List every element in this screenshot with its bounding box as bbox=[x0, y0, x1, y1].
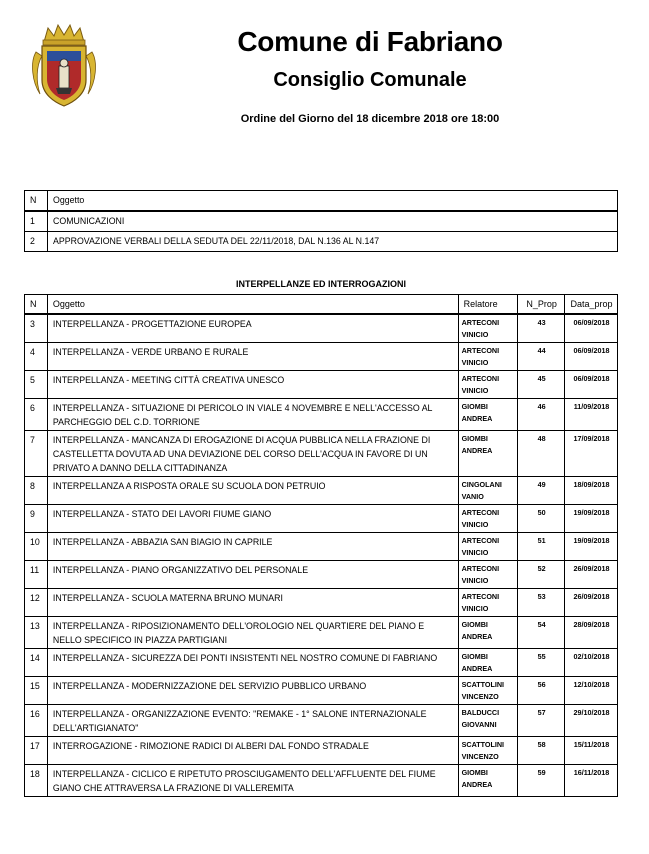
cell-n: 5 bbox=[25, 371, 48, 399]
cell-relatore: GIOMBI ANDREA bbox=[458, 617, 518, 649]
table-row bbox=[25, 589, 618, 617]
cell-relatore: ARTECONI VINICIO bbox=[458, 505, 518, 533]
cell-n: 11 bbox=[25, 561, 48, 589]
cell-relatore: GIOMBI ANDREA bbox=[458, 765, 518, 797]
table-row bbox=[25, 505, 618, 533]
cell-n: 15 bbox=[25, 677, 48, 705]
cell-data-prop: 15/11/2018 bbox=[565, 737, 618, 765]
table-row bbox=[25, 314, 618, 343]
table-row bbox=[25, 617, 618, 649]
table-header-row bbox=[25, 191, 618, 212]
cell-nprop: 58 bbox=[518, 737, 565, 765]
cell-nprop: 51 bbox=[518, 533, 565, 561]
table-row bbox=[25, 705, 618, 737]
cell-oggetto: INTERPELLANZA - MEETING CITTÀ CREATIVA UNESCO bbox=[47, 371, 458, 399]
cell-data-prop: 06/09/2018 bbox=[565, 314, 618, 343]
cell-relatore: GIOMBI ANDREA bbox=[458, 399, 518, 431]
cell-n: 12 bbox=[25, 589, 48, 617]
cell-relatore: GIOMBI ANDREA bbox=[458, 649, 518, 677]
column-header-oggetto: Oggetto bbox=[48, 191, 618, 212]
cell-nprop: 53 bbox=[518, 589, 565, 617]
cell-n: 16 bbox=[25, 705, 48, 737]
cell-data-prop: 26/09/2018 bbox=[565, 589, 618, 617]
cell-n: 8 bbox=[25, 477, 48, 505]
column-header-data-prop: Data_prop bbox=[565, 295, 618, 315]
agenda-date: Ordine del Giorno del 18 dicembre 2018 ore 18:00 bbox=[240, 113, 500, 125]
cell-oggetto: INTERROGAZIONE - RIMOZIONE RADICI DI ALBERI DAL FONDO STRADALE bbox=[47, 737, 458, 765]
table-header-row bbox=[25, 295, 618, 315]
cell-n: 13 bbox=[25, 617, 48, 649]
cell-oggetto: COMUNICAZIONI bbox=[48, 211, 618, 232]
table-row bbox=[25, 677, 618, 705]
cell-oggetto: INTERPELLANZA A RISPOSTA ORALE SU SCUOLA DON PETRUIO bbox=[47, 477, 458, 505]
table-row bbox=[25, 737, 618, 765]
cell-n: 18 bbox=[25, 765, 48, 797]
cell-data-prop: 11/09/2018 bbox=[565, 399, 618, 431]
cell-nprop: 45 bbox=[518, 371, 565, 399]
cell-data-prop: 12/10/2018 bbox=[565, 677, 618, 705]
column-header-n: N bbox=[25, 191, 48, 212]
cell-n: 17 bbox=[25, 737, 48, 765]
cell-oggetto: INTERPELLANZA - VERDE URBANO E RURALE bbox=[47, 343, 458, 371]
cell-nprop: 55 bbox=[518, 649, 565, 677]
cell-data-prop: 18/09/2018 bbox=[565, 477, 618, 505]
cell-data-prop: 19/09/2018 bbox=[565, 533, 618, 561]
cell-nprop: 50 bbox=[518, 505, 565, 533]
cell-nprop: 59 bbox=[518, 765, 565, 797]
table-row bbox=[25, 649, 618, 677]
cell-relatore: BALDUCCI GIOVANNI bbox=[458, 705, 518, 737]
cell-relatore: ARTECONI VINICIO bbox=[458, 589, 518, 617]
cell-nprop: 48 bbox=[518, 431, 565, 477]
cell-data-prop: 26/09/2018 bbox=[565, 561, 618, 589]
table-row bbox=[25, 765, 618, 797]
cell-oggetto: INTERPELLANZA - CICLICO E RIPETUTO PROSCIUGAMENTO DELL'AFFLUENTE DEL FIUME GIANO CHE ATTRAVERSA LA FRAZIONE DI VALLEREMITA bbox=[47, 765, 458, 797]
cell-data-prop: 19/09/2018 bbox=[565, 505, 618, 533]
agenda-table-general bbox=[24, 190, 618, 252]
cell-nprop: 46 bbox=[518, 399, 565, 431]
cell-n: 3 bbox=[25, 314, 48, 343]
cell-oggetto: INTERPELLANZA - MANCANZA DI EROGAZIONE DI ACQUA PUBBLICA NELLA FRAZIONE DI CASTELLETTA DOVUTA AD UNA DEVIAZIONE DEL CORSO DELL'ACQUA IN FAVORE DI UN PRIVATO A DANNO DELLA CITTADINANZA bbox=[47, 431, 458, 477]
cell-data-prop: 06/09/2018 bbox=[565, 371, 618, 399]
column-header-oggetto: Oggetto bbox=[47, 295, 458, 315]
table-row bbox=[25, 561, 618, 589]
cell-n: 6 bbox=[25, 399, 48, 431]
cell-nprop: 54 bbox=[518, 617, 565, 649]
cell-relatore: SCATTOLINI VINCENZO bbox=[458, 737, 518, 765]
cell-relatore: GIOMBI ANDREA bbox=[458, 431, 518, 477]
cell-nprop: 43 bbox=[518, 314, 565, 343]
cell-n: 7 bbox=[25, 431, 48, 477]
cell-relatore: SCATTOLINI VINCENZO bbox=[458, 677, 518, 705]
cell-data-prop: 28/09/2018 bbox=[565, 617, 618, 649]
table-row bbox=[25, 371, 618, 399]
cell-oggetto: INTERPELLANZA - SCUOLA MATERNA BRUNO MUNARI bbox=[47, 589, 458, 617]
cell-oggetto: INTERPELLANZA - SITUAZIONE DI PERICOLO IN VIALE 4 NOVEMBRE E NELL'ACCESSO AL PARCHEGGIO DEL C.D. TORRIONE bbox=[47, 399, 458, 431]
cell-n: 14 bbox=[25, 649, 48, 677]
cell-oggetto: INTERPELLANZA - ABBAZIA SAN BIAGIO IN CAPRILE bbox=[47, 533, 458, 561]
cell-oggetto: INTERPELLANZA - STATO DEI LAVORI FIUME GIANO bbox=[47, 505, 458, 533]
agenda-table-interpellanze bbox=[24, 294, 618, 797]
cell-oggetto: INTERPELLANZA - PROGETTAZIONE EUROPEA bbox=[47, 314, 458, 343]
section-heading: INTERPELLANZE ED INTERROGAZIONI bbox=[235, 279, 406, 289]
cell-oggetto: INTERPELLANZA - ORGANIZZAZIONE EVENTO: "REMAKE - 1° SALONE INTERNAZIONALE DELL'ARTIGIANATO" bbox=[47, 705, 458, 737]
column-header-relatore: Relatore bbox=[458, 295, 518, 315]
cell-oggetto: INTERPELLANZA - SICUREZZA DEI PONTI INSISTENTI NEL NOSTRO COMUNE DI FABRIANO bbox=[47, 649, 458, 677]
cell-nprop: 56 bbox=[518, 677, 565, 705]
column-header-nprop: N_Prop bbox=[518, 295, 565, 315]
cell-oggetto: APPROVAZIONE VERBALI DELLA SEDUTA DEL 22/11/2018, DAL N.136 AL N.147 bbox=[48, 232, 618, 252]
coat-of-arms-icon bbox=[30, 22, 98, 108]
cell-nprop: 44 bbox=[518, 343, 565, 371]
cell-relatore: ARTECONI VINICIO bbox=[458, 371, 518, 399]
table-row bbox=[25, 211, 618, 232]
column-header-n: N bbox=[25, 295, 48, 315]
cell-oggetto: INTERPELLANZA - PIANO ORGANIZZATIVO DEL PERSONALE bbox=[47, 561, 458, 589]
table-row bbox=[25, 232, 618, 252]
cell-oggetto: INTERPELLANZA - MODERNIZZAZIONE DEL SERVIZIO PUBBLICO URBANO bbox=[47, 677, 458, 705]
cell-relatore: ARTECONI VINICIO bbox=[458, 561, 518, 589]
cell-data-prop: 06/09/2018 bbox=[565, 343, 618, 371]
cell-nprop: 52 bbox=[518, 561, 565, 589]
cell-relatore: CINGOLANI VANIO bbox=[458, 477, 518, 505]
cell-n: 4 bbox=[25, 343, 48, 371]
table-row bbox=[25, 533, 618, 561]
cell-n: 10 bbox=[25, 533, 48, 561]
cell-nprop: 49 bbox=[518, 477, 565, 505]
cell-oggetto: INTERPELLANZA - RIPOSIZIONAMENTO DELL'OROLOGIO NEL QUARTIERE DEL PIANO E NELLO SPECIFICO IN PIAZZA PARTIGIANI bbox=[47, 617, 458, 649]
cell-n: 9 bbox=[25, 505, 48, 533]
cell-n: 1 bbox=[25, 211, 48, 232]
cell-data-prop: 29/10/2018 bbox=[565, 705, 618, 737]
cell-relatore: ARTECONI VINICIO bbox=[458, 314, 518, 343]
cell-relatore: ARTECONI VINICIO bbox=[458, 343, 518, 371]
cell-data-prop: 17/09/2018 bbox=[565, 431, 618, 477]
cell-relatore: ARTECONI VINICIO bbox=[458, 533, 518, 561]
page-title: Comune di Fabriano bbox=[237, 26, 503, 57]
cell-nprop: 57 bbox=[518, 705, 565, 737]
page-subtitle: Consiglio Comunale bbox=[273, 69, 467, 91]
table-row bbox=[25, 343, 618, 371]
table-row bbox=[25, 399, 618, 431]
cell-data-prop: 16/11/2018 bbox=[565, 765, 618, 797]
table-row bbox=[25, 431, 618, 477]
table-row bbox=[25, 477, 618, 505]
cell-n: 2 bbox=[25, 232, 48, 252]
cell-data-prop: 02/10/2018 bbox=[565, 649, 618, 677]
